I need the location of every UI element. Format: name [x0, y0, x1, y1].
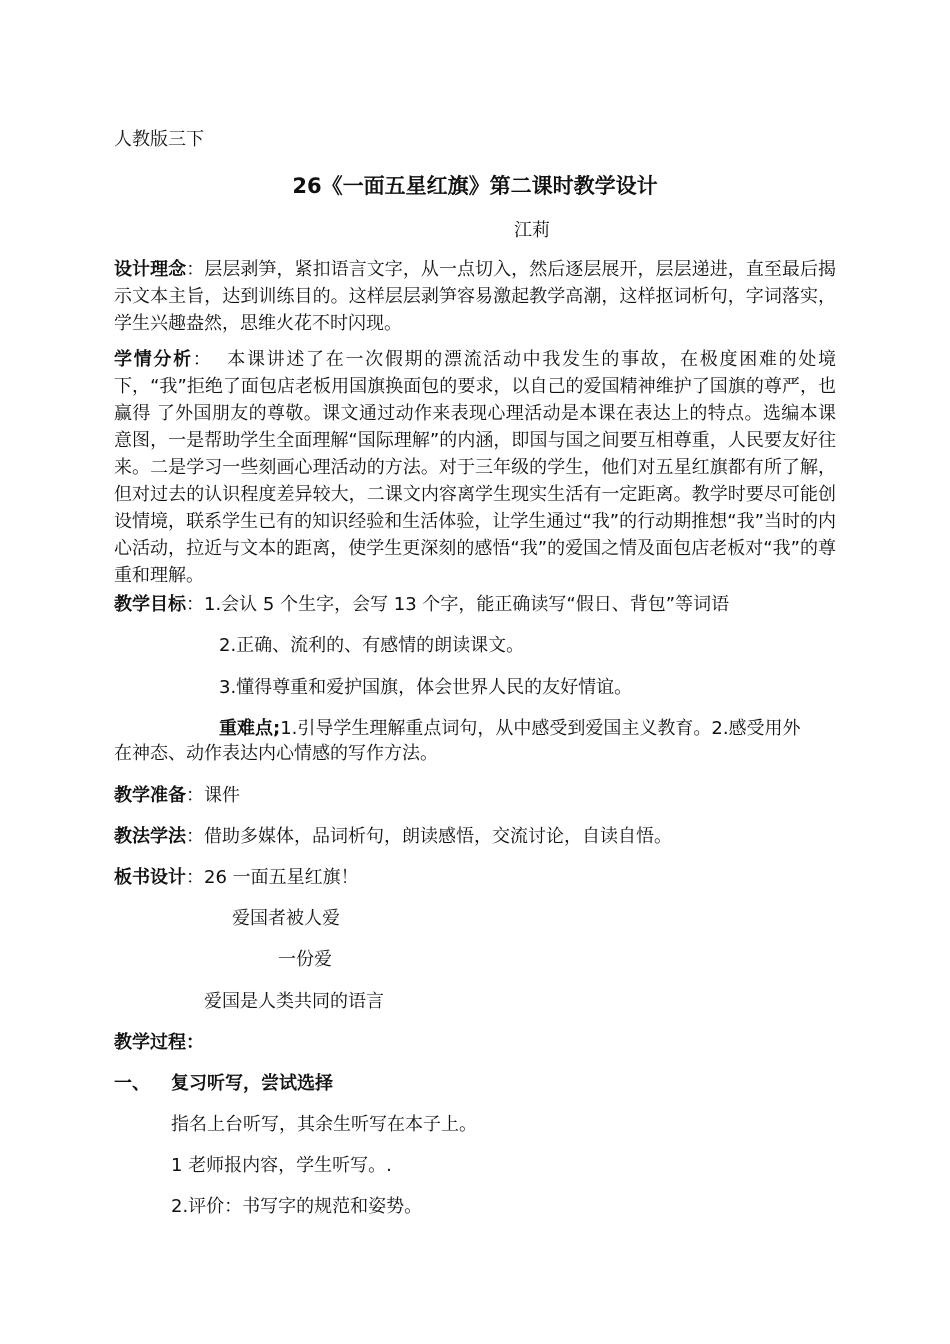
step1-number: 一、 — [114, 1073, 150, 1094]
step1-title: 复习听写，尝试选择 — [171, 1073, 333, 1094]
goal-item-1: 1.会认 5 个生字，会写 13 个字，能正确读写“假日、背包”等词语 — [204, 594, 730, 615]
edition-label: 人教版三下 — [114, 129, 204, 150]
concept-text: 层层剥笋，紧扣语言文字，从一点切入，然后逐层展开，层层递进，直至最后揭示文本主旨，达到训练目的。这样层层剥笋容易激起教学高潮，这样抠词析句，字词落实，学生兴趣盎然，思维火花不时闪现。 — [114, 259, 837, 334]
method-sep: ： — [186, 826, 204, 847]
analysis-label: 学情分析 — [114, 349, 193, 370]
concept-paragraph — [114, 256, 836, 337]
prep-sep: ： — [186, 785, 204, 806]
author-name: 江莉 — [514, 220, 550, 241]
goals-sep: ： — [186, 594, 204, 615]
goals-label: 教学目标 — [114, 594, 186, 615]
method-text: 借助多媒体，品词析句，朗读感悟，交流讨论，自读自悟。 — [204, 826, 672, 847]
process-line-3: 2.评价：书写字的规范和姿势。 — [171, 1196, 423, 1217]
concept-label: 设计理念 — [114, 259, 187, 280]
method-label: 教法学法 — [114, 826, 186, 847]
concept-sep: ： — [186, 259, 205, 280]
page-title: 26《一面五星红旗》第二课时教学设计 — [292, 174, 658, 198]
board-line-2: 爱国者被人爱 — [232, 908, 340, 929]
goal-item-2: 2.正确、流利的、有感情的朗读课文。 — [219, 635, 525, 656]
key-points-label: 重难点; — [219, 718, 281, 739]
analysis-paragraph — [114, 346, 836, 589]
board-label: 板书设计 — [114, 867, 186, 888]
prep-text: 课件 — [204, 785, 240, 806]
prep-row — [114, 782, 240, 809]
key-points-text-1: 1.引导学生理解重点词句，从中感受到爱国主义教育。2.感受用外 — [280, 718, 801, 739]
process-line-2: 1 老师报内容，学生听写。. — [171, 1155, 392, 1176]
board-line-4: 爱国是人类共同的语言 — [204, 991, 384, 1012]
prep-label: 教学准备 — [114, 785, 186, 806]
key-points-row — [219, 715, 801, 742]
analysis-sep: ： — [192, 349, 213, 370]
process-line-1: 指名上台听写，其余生听写在本子上。 — [171, 1114, 477, 1135]
process-label: 教学过程： — [114, 1032, 204, 1053]
board-line-1: 26 一面五星红旗！ — [204, 867, 359, 888]
key-points-text-2: 在神态、动作表达内心情感的写作方法。 — [114, 743, 438, 764]
board-row — [114, 864, 359, 891]
method-row — [114, 823, 672, 850]
goal-item-3: 3.懂得尊重和爱护国旗，体会世界人民的友好情谊。 — [219, 677, 633, 698]
analysis-text: 本课讲述了在一次假期的漂流活动中我发生的事故，在极度困难的处境下，“我”拒绝了面包店老板用国旗换面包的要求，以自己的爱国精神维护了国旗的尊严，也赢得 了外国朋友的尊敬。课文通过动作来表现心理活动是本课在表达上的特点。选编本课意图，一是帮助学生全面理解“国际理解”的内涵，即国与国之间要互相尊重，人民要友好往来。二是学习一些刻画心理活动的方法。对于三年级的学生，他们对五星红旗都有所了解，但对过去的认识程度差异较大，二课文内容离学生现实生活有一定距离。教学时要尽可能创设情境，联系学生已有的知识经验和生活体验，让学生通过“我”的行动期推想“我”当时的内心活动，拉近与文本的距离，使学生更深刻的感悟“我”的爱国之情及面包店老板对“我”的尊重和理解。 — [114, 349, 837, 586]
goals-row-1 — [114, 591, 729, 618]
board-line-3: 一份爱 — [278, 949, 332, 970]
board-sep: ： — [186, 867, 204, 888]
